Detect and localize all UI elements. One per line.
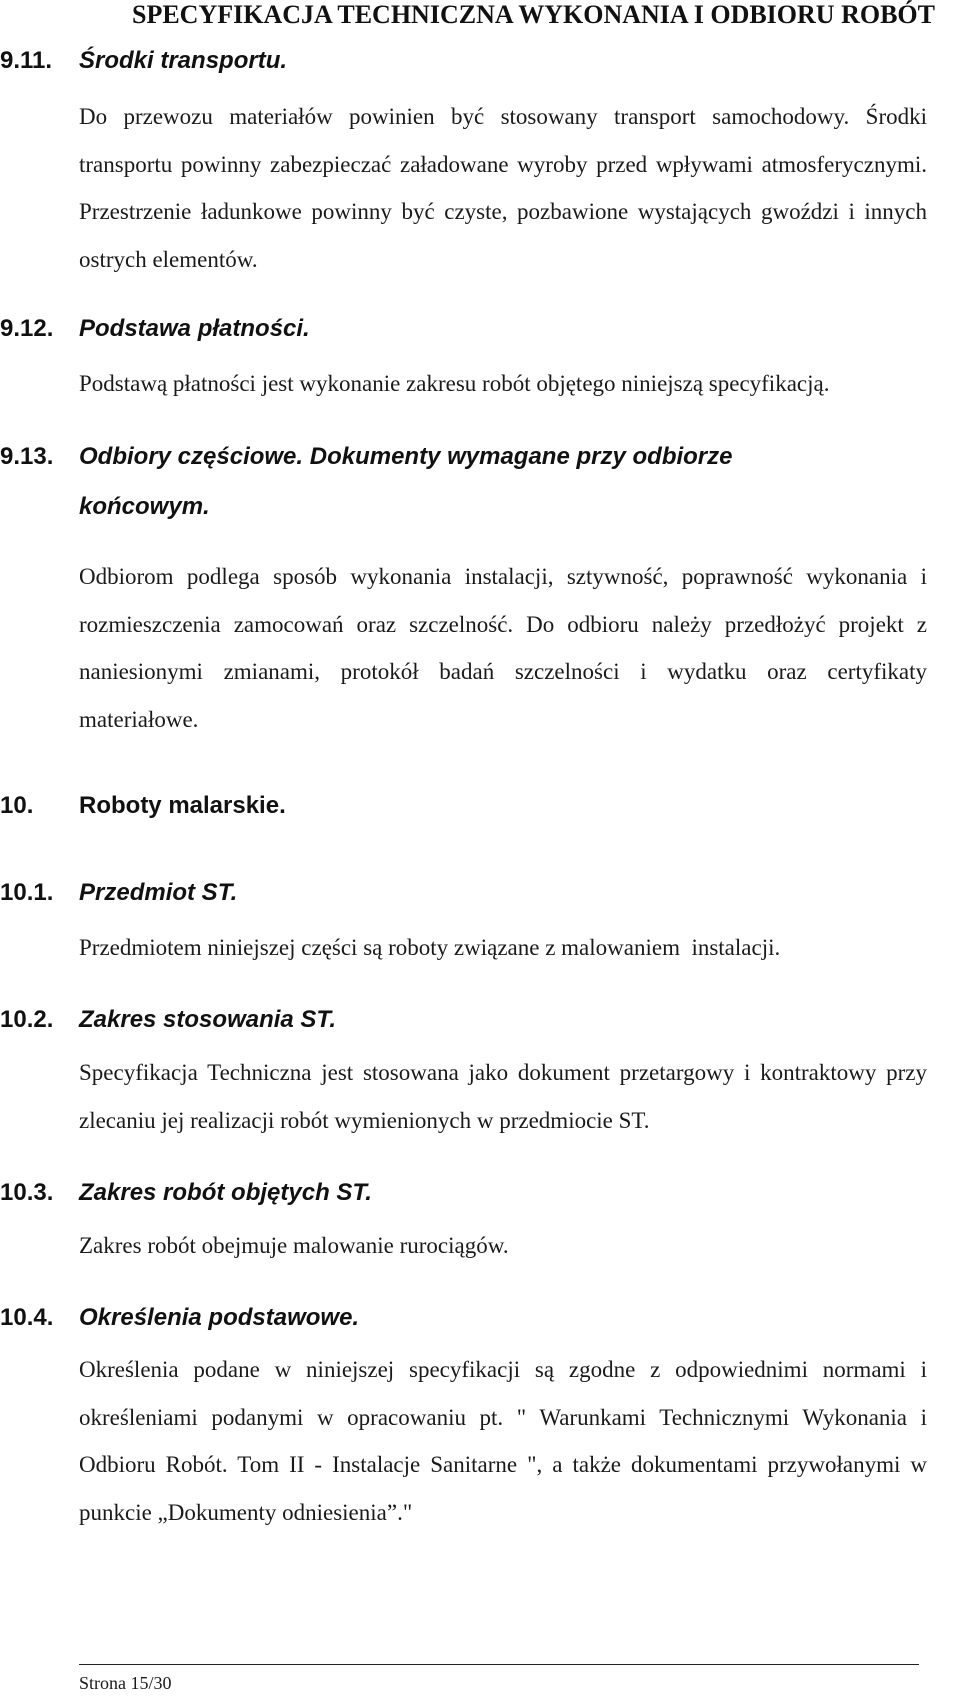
section-paragraph-10-3: Zakres robót obejmuje malowanie rurociągów.: [79, 1233, 509, 1258]
section-title: Przedmiot ST.: [79, 879, 238, 906]
document-header: SPECYFIKACJA TECHNICZNA WYKONANIA I ODBIORU ROBÓT: [131, 0, 935, 29]
section-title: Środki transportu.: [79, 47, 288, 74]
section-number: 10.: [0, 792, 34, 819]
section-number: 9.12.: [0, 315, 54, 342]
section-title: Roboty malarskie.: [79, 792, 286, 819]
section-number: 10.2.: [0, 1006, 54, 1033]
section-title: Zakres robót objętych ST.: [79, 1179, 372, 1206]
page-number: Strona 15/30: [79, 1673, 172, 1693]
section-paragraph-10-2: Specyfikacja Techniczna jest stosowana jako dokument przetargowy i kontraktowy przy zlecaniu jej realizacji robót wymienionych w przedmiocie ST.: [79, 1060, 927, 1133]
section-number: 10.3.: [0, 1179, 54, 1206]
section-number: 10.1.: [0, 879, 54, 906]
section-title: Zakres stosowania ST.: [79, 1006, 336, 1033]
section-title: Określenia podstawowe.: [79, 1304, 360, 1331]
section-number: 10.4.: [0, 1304, 54, 1331]
section-paragraph-10-4: Określenia podane w niniejszej specyfikacji są zgodne z odpowiednimi normami i określeniami podanymi w opracowaniu pt. " Warunkami Technicznymi Wykonania i Odbioru Robót. Tom II - Instalacje Sanitarne ", a także dokumentami przywołanymi w punkcie „Dokumenty odniesienia”.": [79, 1357, 927, 1525]
section-title: Odbiory częściowe. Dokumenty wymagane przy odbiorze końcowym.: [79, 443, 733, 520]
section-title: Podstawa płatności.: [79, 315, 310, 342]
section-paragraph-10-1: Przedmiotem niniejszej części są roboty związane z malowaniem instalacji.: [79, 935, 781, 960]
section-paragraph-9-13: Odbiorom podlega sposób wykonania instalacji, sztywność, poprawność wykonania i rozmieszczenia zamocowań oraz szczelność. Do odbioru należy przedłożyć projekt z naniesionymi zmianami, protokół badań szczelności i wydatku oraz certyfikaty materiałowe.: [79, 564, 927, 732]
section-number: 9.13.: [0, 443, 54, 470]
section-number: 9.11.: [0, 47, 53, 74]
footer-divider: [79, 1664, 919, 1665]
section-paragraph-9-11: Do przewozu materiałów powinien być stosowany transport samochodowy. Środki transportu powinny zabezpieczać załadowane wyroby przed wpływami atmosferycznymi. Przestrzenie ładunkowe powinny być czyste, pozbawione wystających gwoździ i innych ostrych elementów.: [79, 104, 927, 272]
section-paragraph-9-12: Podstawą płatności jest wykonanie zakresu robót objętego niniejszą specyfikacją.: [79, 371, 830, 396]
